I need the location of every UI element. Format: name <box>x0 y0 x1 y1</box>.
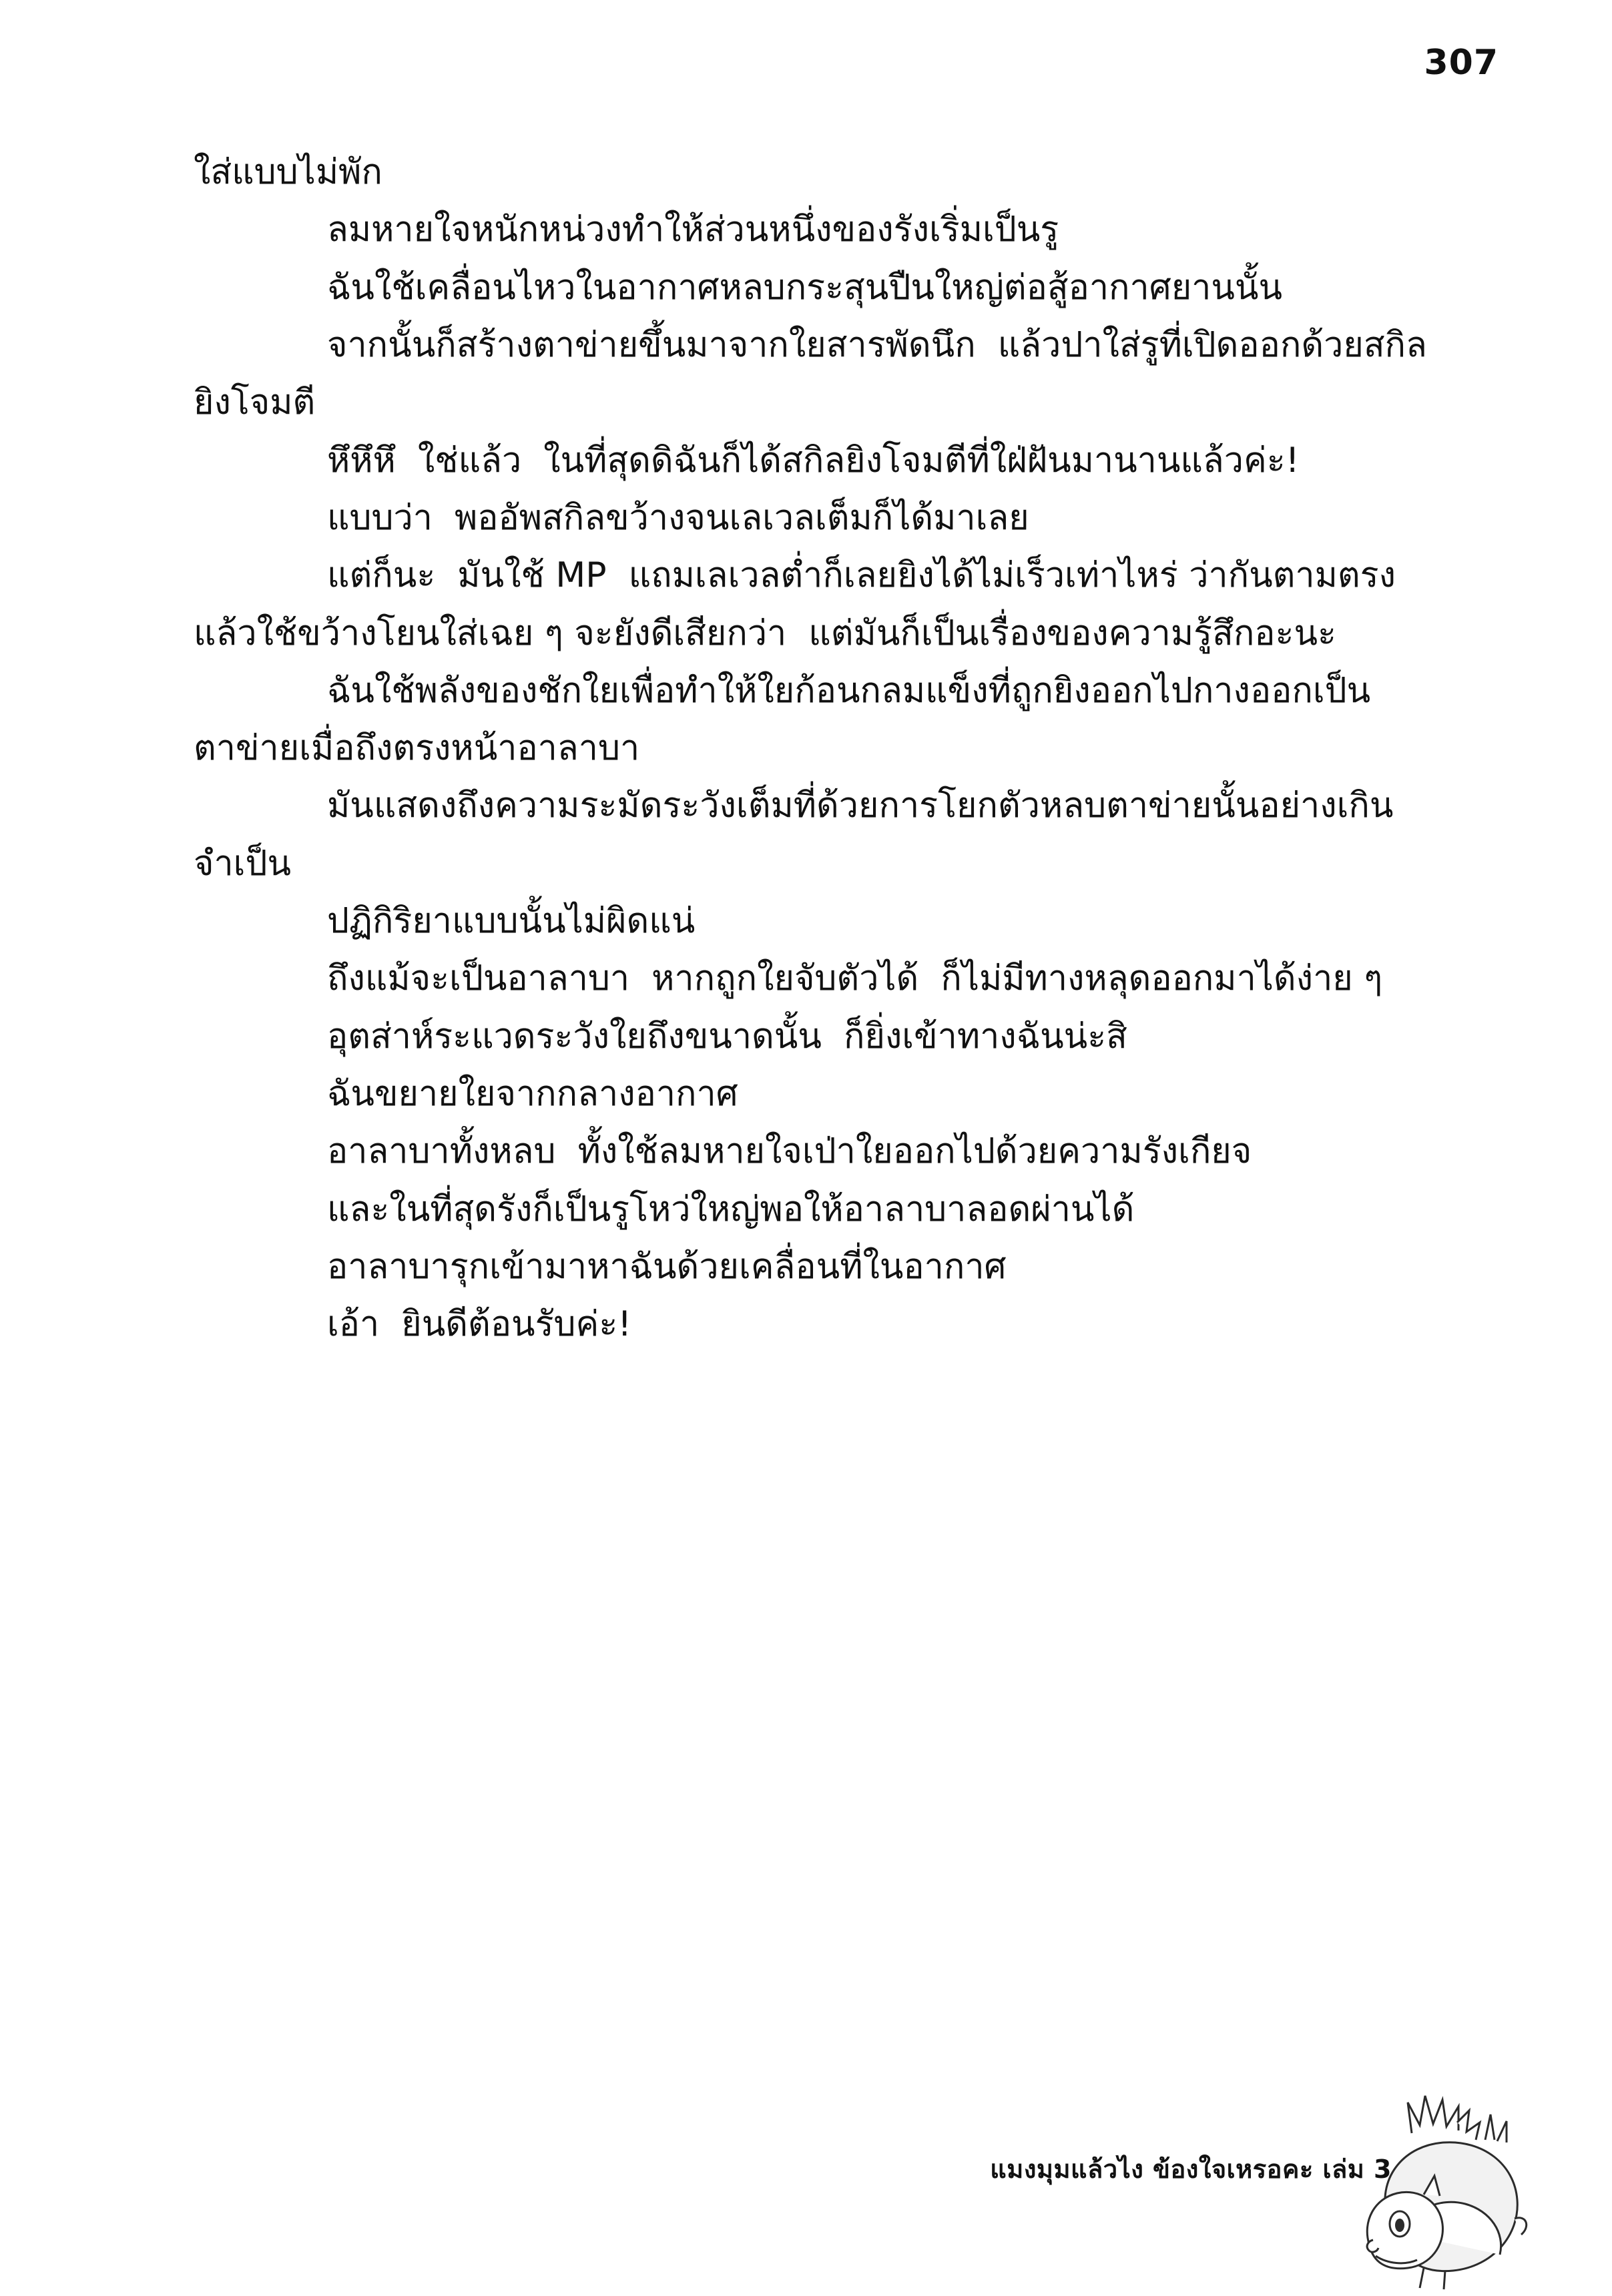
paragraph: อาลาบาทั้งหลบ ทั้งใช้ลมหายใจเป่าใยออกไปด้วยความรังเกียจ <box>327 1131 1252 1172</box>
paragraph: ลมหายใจหนักหน่วงทำให้ส่วนหนึ่งของรังเริ่มเป็นรู <box>327 210 1059 250</box>
paragraph: อุตส่าห์ระแวดระวังใยถึงขนาดนั้น ก็ยิ่งเข้าทางฉันน่ะสิ <box>327 1016 1127 1057</box>
paragraph: ฉันใช้เคลื่อนไหวในอากาศหลบกระสุนปืนใหญ่ต่อสู้อากาศยานนั้น <box>327 267 1283 308</box>
paragraph: มันแสดงถึงความระมัดระวังเต็มที่ด้วยการโยกตัวหลบตาข่ายนั้นอย่างเกินจำเป็น <box>194 786 1394 884</box>
paragraph: ฉันขยายใยจากกลางอากาศ <box>327 1074 738 1114</box>
paragraph: ใส่แบบไม่พัก <box>194 152 382 192</box>
paragraph: แต่ก็นะ มันใช้ MP แถมเลเวลต่ำก็เลยยิงได้ไม่เร็วเท่าไหร่ ว่ากันตามตรงแล้วใช้ขว้างโยนใส่เฉย ๆ จะยังดีเสียกว่า แต่มันก็เป็นเรื่องของความรู้สึกอะนะ <box>194 555 1396 653</box>
paragraph: หึหึหึ ใช่แล้ว ในที่สุดดิฉันก็ได้สกิลยิงโจมตีที่ใฝ่ฝันมานานแล้วค่ะ! <box>327 440 1300 481</box>
paragraph: ถึงแม้จะเป็นอาลาบา หากถูกใยจับตัวได้ ก็ไม่มีทางหลุดออกมาได้ง่าย ๆ <box>327 958 1383 999</box>
paragraph: ฉันใช้พลังของชักใยเพื่อทำให้ใยก้อนกลมแข็งที่ถูกยิงออกไปกางออกเป็นตาข่ายเมื่อถึงตรงหน้าอาลาบา <box>194 670 1371 769</box>
page-number: 307 <box>1424 43 1499 83</box>
footer-series-title: แมงมุมแล้วไง ข้องใจเหรอคะ เล่ม 3 <box>990 2155 1392 2184</box>
page-body-text <box>194 144 1435 1354</box>
dragon-mascot-illustration <box>1245 2076 1532 2296</box>
paragraph: และในที่สุดรังก็เป็นรูโหว่ใหญ่พอให้อาลาบาลอดผ่านได้ <box>327 1189 1135 1229</box>
paragraph: เอ้า ยินดีต้อนรับค่ะ! <box>327 1304 632 1345</box>
paragraph: จากนั้นก็สร้างตาข่ายขึ้นมาจากใยสารพัดนึก แล้วปาใส่รูที่เปิดออกด้วยสกิลยิงโจมตี <box>194 324 1427 423</box>
paragraph: อาลาบารุกเข้ามาหาฉันด้วยเคลื่อนที่ในอากาศ <box>327 1246 1007 1287</box>
paragraph: แบบว่า พออัพสกิลขว้างจนเลเวลเต็มก็ได้มาเลย <box>327 497 1029 538</box>
paragraph: ปฏิกิริยาแบบนั้นไม่ผิดแน่ <box>327 901 696 942</box>
